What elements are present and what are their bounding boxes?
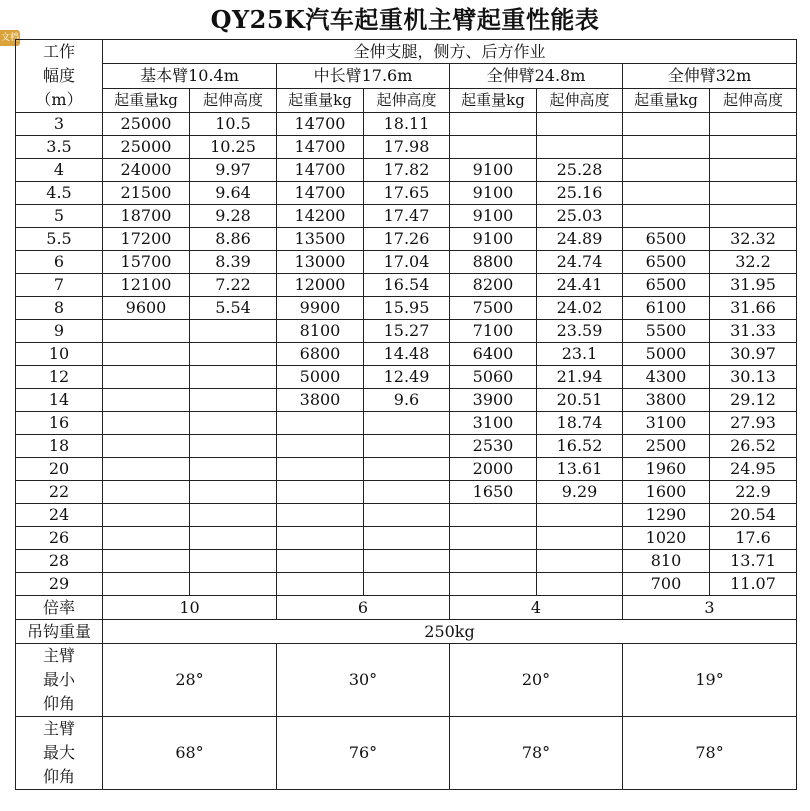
height-cell xyxy=(710,205,797,228)
sub-header-height: 起伸高度 xyxy=(364,88,450,112)
height-cell xyxy=(364,458,450,481)
radius-header-line: 幅度 xyxy=(42,66,75,85)
max-angle-label-line: 主臂 xyxy=(42,719,75,738)
load-cell xyxy=(623,113,710,136)
load-cell: 12100 xyxy=(103,274,190,297)
height-cell: 30.13 xyxy=(710,366,797,389)
radius-cell: 8 xyxy=(16,297,103,320)
height-cell xyxy=(537,113,623,136)
load-cell: 14700 xyxy=(277,159,364,182)
load-cell xyxy=(103,550,190,573)
table-row xyxy=(16,550,797,573)
height-cell xyxy=(190,458,277,481)
sub-header-height: 起伸高度 xyxy=(190,88,277,112)
load-cell xyxy=(103,504,190,527)
height-cell: 24.95 xyxy=(710,458,797,481)
height-cell xyxy=(190,320,277,343)
height-cell xyxy=(190,504,277,527)
radius-header-line: （m） xyxy=(35,90,83,109)
radius-cell: 28 xyxy=(16,550,103,573)
load-cell: 14700 xyxy=(277,136,364,159)
load-cell: 9100 xyxy=(450,228,537,251)
ratio-value: 6 xyxy=(277,596,450,620)
height-cell xyxy=(190,481,277,504)
height-cell: 17.82 xyxy=(364,159,450,182)
max-angle-label-line: 最大 xyxy=(42,743,75,762)
radius-cell: 6 xyxy=(16,251,103,274)
load-cell: 12000 xyxy=(277,274,364,297)
load-cell: 24000 xyxy=(103,159,190,182)
height-cell xyxy=(190,435,277,458)
height-cell: 18.11 xyxy=(364,113,450,136)
height-cell: 25.16 xyxy=(537,182,623,205)
sub-header-load: 起重量kg xyxy=(623,88,710,112)
load-cell: 6500 xyxy=(623,274,710,297)
load-cell xyxy=(450,136,537,159)
max-angle-label-line: 仰角 xyxy=(42,767,75,786)
height-cell xyxy=(190,389,277,412)
load-cell: 5000 xyxy=(623,343,710,366)
load-cell xyxy=(103,366,190,389)
load-cell: 14700 xyxy=(277,182,364,205)
load-cell: 1600 xyxy=(623,481,710,504)
max-angle-value: 78° xyxy=(450,717,623,790)
height-cell xyxy=(190,366,277,389)
load-cell xyxy=(103,389,190,412)
load-cell: 5000 xyxy=(277,366,364,389)
radius-cell: 26 xyxy=(16,527,103,550)
load-cell: 3100 xyxy=(450,412,537,435)
height-cell xyxy=(537,136,623,159)
height-cell: 23.59 xyxy=(537,320,623,343)
condition-header: 全伸支腿，侧方、后方作业 xyxy=(103,40,797,64)
table-row xyxy=(16,136,797,159)
load-cell: 13500 xyxy=(277,228,364,251)
height-cell: 24.89 xyxy=(537,228,623,251)
radius-header-line: 工作 xyxy=(42,42,75,61)
table-row xyxy=(16,481,797,504)
table-row xyxy=(16,527,797,550)
table-row xyxy=(16,458,797,481)
sub-header-height: 起伸高度 xyxy=(537,88,623,112)
height-cell: 15.27 xyxy=(364,320,450,343)
table-row xyxy=(16,182,797,205)
height-cell xyxy=(710,159,797,182)
load-cell: 14700 xyxy=(277,113,364,136)
load-cell xyxy=(277,504,364,527)
radius-cell: 10 xyxy=(16,343,103,366)
height-cell: 32.32 xyxy=(710,228,797,251)
load-cell: 6800 xyxy=(277,343,364,366)
height-cell: 17.6 xyxy=(710,527,797,550)
load-cell: 6400 xyxy=(450,343,537,366)
height-cell: 5.54 xyxy=(190,297,277,320)
load-cell: 810 xyxy=(623,550,710,573)
radius-cell: 16 xyxy=(16,412,103,435)
height-cell xyxy=(190,527,277,550)
load-cell: 25000 xyxy=(103,113,190,136)
height-cell: 17.04 xyxy=(364,251,450,274)
radius-cell: 5.5 xyxy=(16,228,103,251)
ratio-value: 10 xyxy=(103,596,277,620)
load-cell xyxy=(450,113,537,136)
table-row xyxy=(16,412,797,435)
document-tag-badge[interactable]: 文档 xyxy=(0,30,20,46)
max-angle-value: 76° xyxy=(277,717,450,790)
table-row xyxy=(16,251,797,274)
boom-header-full-24: 全伸臂24.8m xyxy=(450,64,623,88)
radius-cell: 7 xyxy=(16,274,103,297)
height-cell xyxy=(364,435,450,458)
height-cell xyxy=(364,412,450,435)
height-cell: 25.28 xyxy=(537,159,623,182)
height-cell xyxy=(364,481,450,504)
height-cell: 20.54 xyxy=(710,504,797,527)
load-cell: 1650 xyxy=(450,481,537,504)
load-cell xyxy=(277,481,364,504)
height-cell: 10.5 xyxy=(190,113,277,136)
load-cell xyxy=(277,550,364,573)
height-cell: 16.54 xyxy=(364,274,450,297)
height-cell: 9.97 xyxy=(190,159,277,182)
load-cell: 15700 xyxy=(103,251,190,274)
load-cell: 2530 xyxy=(450,435,537,458)
load-cell xyxy=(623,205,710,228)
height-cell xyxy=(190,343,277,366)
load-cell xyxy=(450,573,537,596)
radius-cell: 4 xyxy=(16,159,103,182)
load-cell: 14200 xyxy=(277,205,364,228)
load-cell xyxy=(277,527,364,550)
load-cell: 700 xyxy=(623,573,710,596)
load-cell xyxy=(450,527,537,550)
radius-header xyxy=(16,40,103,113)
height-cell: 11.07 xyxy=(710,573,797,596)
height-cell: 20.51 xyxy=(537,389,623,412)
table-row xyxy=(16,159,797,182)
load-cell xyxy=(103,435,190,458)
load-cell xyxy=(103,343,190,366)
height-cell: 15.95 xyxy=(364,297,450,320)
load-cell: 17200 xyxy=(103,228,190,251)
radius-cell: 12 xyxy=(16,366,103,389)
height-cell xyxy=(190,573,277,596)
load-cell: 1960 xyxy=(623,458,710,481)
load-cell xyxy=(103,527,190,550)
load-cell xyxy=(623,136,710,159)
radius-cell: 14 xyxy=(16,389,103,412)
height-cell xyxy=(364,504,450,527)
sub-header-height: 起伸高度 xyxy=(710,88,797,112)
load-cell: 18700 xyxy=(103,205,190,228)
radius-cell: 3 xyxy=(16,113,103,136)
max-angle-value: 78° xyxy=(623,717,797,790)
max-angle-value: 68° xyxy=(103,717,277,790)
height-cell xyxy=(364,550,450,573)
height-cell: 31.33 xyxy=(710,320,797,343)
height-cell xyxy=(190,412,277,435)
height-cell: 16.52 xyxy=(537,435,623,458)
max-angle-label xyxy=(16,717,103,790)
load-cell: 3800 xyxy=(623,389,710,412)
min-angle-value: 30° xyxy=(277,644,450,717)
load-cell: 6500 xyxy=(623,228,710,251)
table-row xyxy=(16,205,797,228)
table-row xyxy=(16,504,797,527)
hook-weight-label: 吊钩重量 xyxy=(16,620,103,644)
height-cell xyxy=(537,550,623,573)
load-cell xyxy=(277,435,364,458)
load-cell: 8200 xyxy=(450,274,537,297)
radius-cell: 5 xyxy=(16,205,103,228)
sub-header-load: 起重量kg xyxy=(103,88,190,112)
page-title: QY25K汽车起重机主臂起重性能表 xyxy=(210,5,600,34)
height-cell: 29.12 xyxy=(710,389,797,412)
radius-cell: 18 xyxy=(16,435,103,458)
radius-cell: 24 xyxy=(16,504,103,527)
table-row xyxy=(16,366,797,389)
table-row xyxy=(16,343,797,366)
load-cell: 1290 xyxy=(623,504,710,527)
min-angle-label-line: 仰角 xyxy=(42,694,75,713)
height-cell: 17.98 xyxy=(364,136,450,159)
load-cell: 9900 xyxy=(277,297,364,320)
ratio-value: 3 xyxy=(623,596,797,620)
height-cell: 26.52 xyxy=(710,435,797,458)
load-cell xyxy=(103,412,190,435)
height-cell: 24.41 xyxy=(537,274,623,297)
load-cell: 9600 xyxy=(103,297,190,320)
radius-cell: 4.5 xyxy=(16,182,103,205)
ratio-label: 倍率 xyxy=(16,596,103,620)
height-cell: 25.03 xyxy=(537,205,623,228)
height-cell: 9.64 xyxy=(190,182,277,205)
height-cell: 12.49 xyxy=(364,366,450,389)
height-cell xyxy=(710,136,797,159)
load-cell: 8100 xyxy=(277,320,364,343)
table-row xyxy=(16,228,797,251)
load-cell: 2000 xyxy=(450,458,537,481)
height-cell: 24.74 xyxy=(537,251,623,274)
crane-performance-table xyxy=(15,39,797,790)
load-cell: 13000 xyxy=(277,251,364,274)
table-row xyxy=(16,435,797,458)
load-cell xyxy=(103,320,190,343)
table-row xyxy=(16,573,797,596)
height-cell: 22.9 xyxy=(710,481,797,504)
boom-header-basic: 基本臂10.4m xyxy=(103,64,277,88)
load-cell: 3900 xyxy=(450,389,537,412)
height-cell: 17.65 xyxy=(364,182,450,205)
load-cell xyxy=(450,550,537,573)
load-cell xyxy=(277,412,364,435)
min-angle-value: 28° xyxy=(103,644,277,717)
height-cell: 9.29 xyxy=(537,481,623,504)
height-cell xyxy=(537,527,623,550)
load-cell xyxy=(103,573,190,596)
ratio-value: 4 xyxy=(450,596,623,620)
min-angle-label xyxy=(16,644,103,717)
load-cell: 2500 xyxy=(623,435,710,458)
height-cell: 31.95 xyxy=(710,274,797,297)
load-cell xyxy=(450,504,537,527)
height-cell xyxy=(537,573,623,596)
min-angle-value: 19° xyxy=(623,644,797,717)
radius-cell: 9 xyxy=(16,320,103,343)
load-cell: 7500 xyxy=(450,297,537,320)
load-cell: 3800 xyxy=(277,389,364,412)
load-cell: 5060 xyxy=(450,366,537,389)
height-cell: 30.97 xyxy=(710,343,797,366)
min-angle-label-line: 主臂 xyxy=(42,646,75,665)
height-cell: 24.02 xyxy=(537,297,623,320)
height-cell xyxy=(537,504,623,527)
height-cell: 17.47 xyxy=(364,205,450,228)
height-cell xyxy=(710,113,797,136)
height-cell xyxy=(190,550,277,573)
sub-header-load: 起重量kg xyxy=(450,88,537,112)
height-cell: 21.94 xyxy=(537,366,623,389)
height-cell xyxy=(710,182,797,205)
height-cell: 13.71 xyxy=(710,550,797,573)
height-cell: 9.28 xyxy=(190,205,277,228)
load-cell: 9100 xyxy=(450,182,537,205)
height-cell xyxy=(364,573,450,596)
boom-header-full-32: 全伸臂32m xyxy=(623,64,797,88)
load-cell: 9100 xyxy=(450,205,537,228)
load-cell: 6500 xyxy=(623,251,710,274)
height-cell: 13.61 xyxy=(537,458,623,481)
radius-cell: 29 xyxy=(16,573,103,596)
sub-header-load: 起重量kg xyxy=(277,88,364,112)
load-cell: 7100 xyxy=(450,320,537,343)
height-cell: 32.2 xyxy=(710,251,797,274)
radius-cell: 3.5 xyxy=(16,136,103,159)
load-cell xyxy=(623,159,710,182)
load-cell xyxy=(103,458,190,481)
height-cell: 23.1 xyxy=(537,343,623,366)
table-row xyxy=(16,274,797,297)
load-cell: 3100 xyxy=(623,412,710,435)
load-cell: 4300 xyxy=(623,366,710,389)
boom-header-mid: 中长臂17.6m xyxy=(277,64,450,88)
height-cell: 18.74 xyxy=(537,412,623,435)
radius-cell: 20 xyxy=(16,458,103,481)
height-cell: 17.26 xyxy=(364,228,450,251)
load-cell: 9100 xyxy=(450,159,537,182)
load-cell: 6100 xyxy=(623,297,710,320)
hook-weight-value: 250kg xyxy=(103,620,797,644)
height-cell: 8.86 xyxy=(190,228,277,251)
load-cell xyxy=(103,481,190,504)
table-row xyxy=(16,389,797,412)
height-cell: 14.48 xyxy=(364,343,450,366)
load-cell xyxy=(623,182,710,205)
load-cell: 1020 xyxy=(623,527,710,550)
load-cell: 8800 xyxy=(450,251,537,274)
load-cell xyxy=(277,458,364,481)
load-cell: 21500 xyxy=(103,182,190,205)
table-row xyxy=(16,297,797,320)
load-cell xyxy=(277,573,364,596)
height-cell: 7.22 xyxy=(190,274,277,297)
radius-cell: 22 xyxy=(16,481,103,504)
table-row xyxy=(16,320,797,343)
load-cell: 5500 xyxy=(623,320,710,343)
height-cell xyxy=(364,527,450,550)
height-cell: 10.25 xyxy=(190,136,277,159)
table-row xyxy=(16,113,797,136)
height-cell: 27.93 xyxy=(710,412,797,435)
height-cell: 9.6 xyxy=(364,389,450,412)
min-angle-label-line: 最小 xyxy=(42,670,75,689)
height-cell: 31.66 xyxy=(710,297,797,320)
min-angle-value: 20° xyxy=(450,644,623,717)
height-cell: 8.39 xyxy=(190,251,277,274)
load-cell: 25000 xyxy=(103,136,190,159)
